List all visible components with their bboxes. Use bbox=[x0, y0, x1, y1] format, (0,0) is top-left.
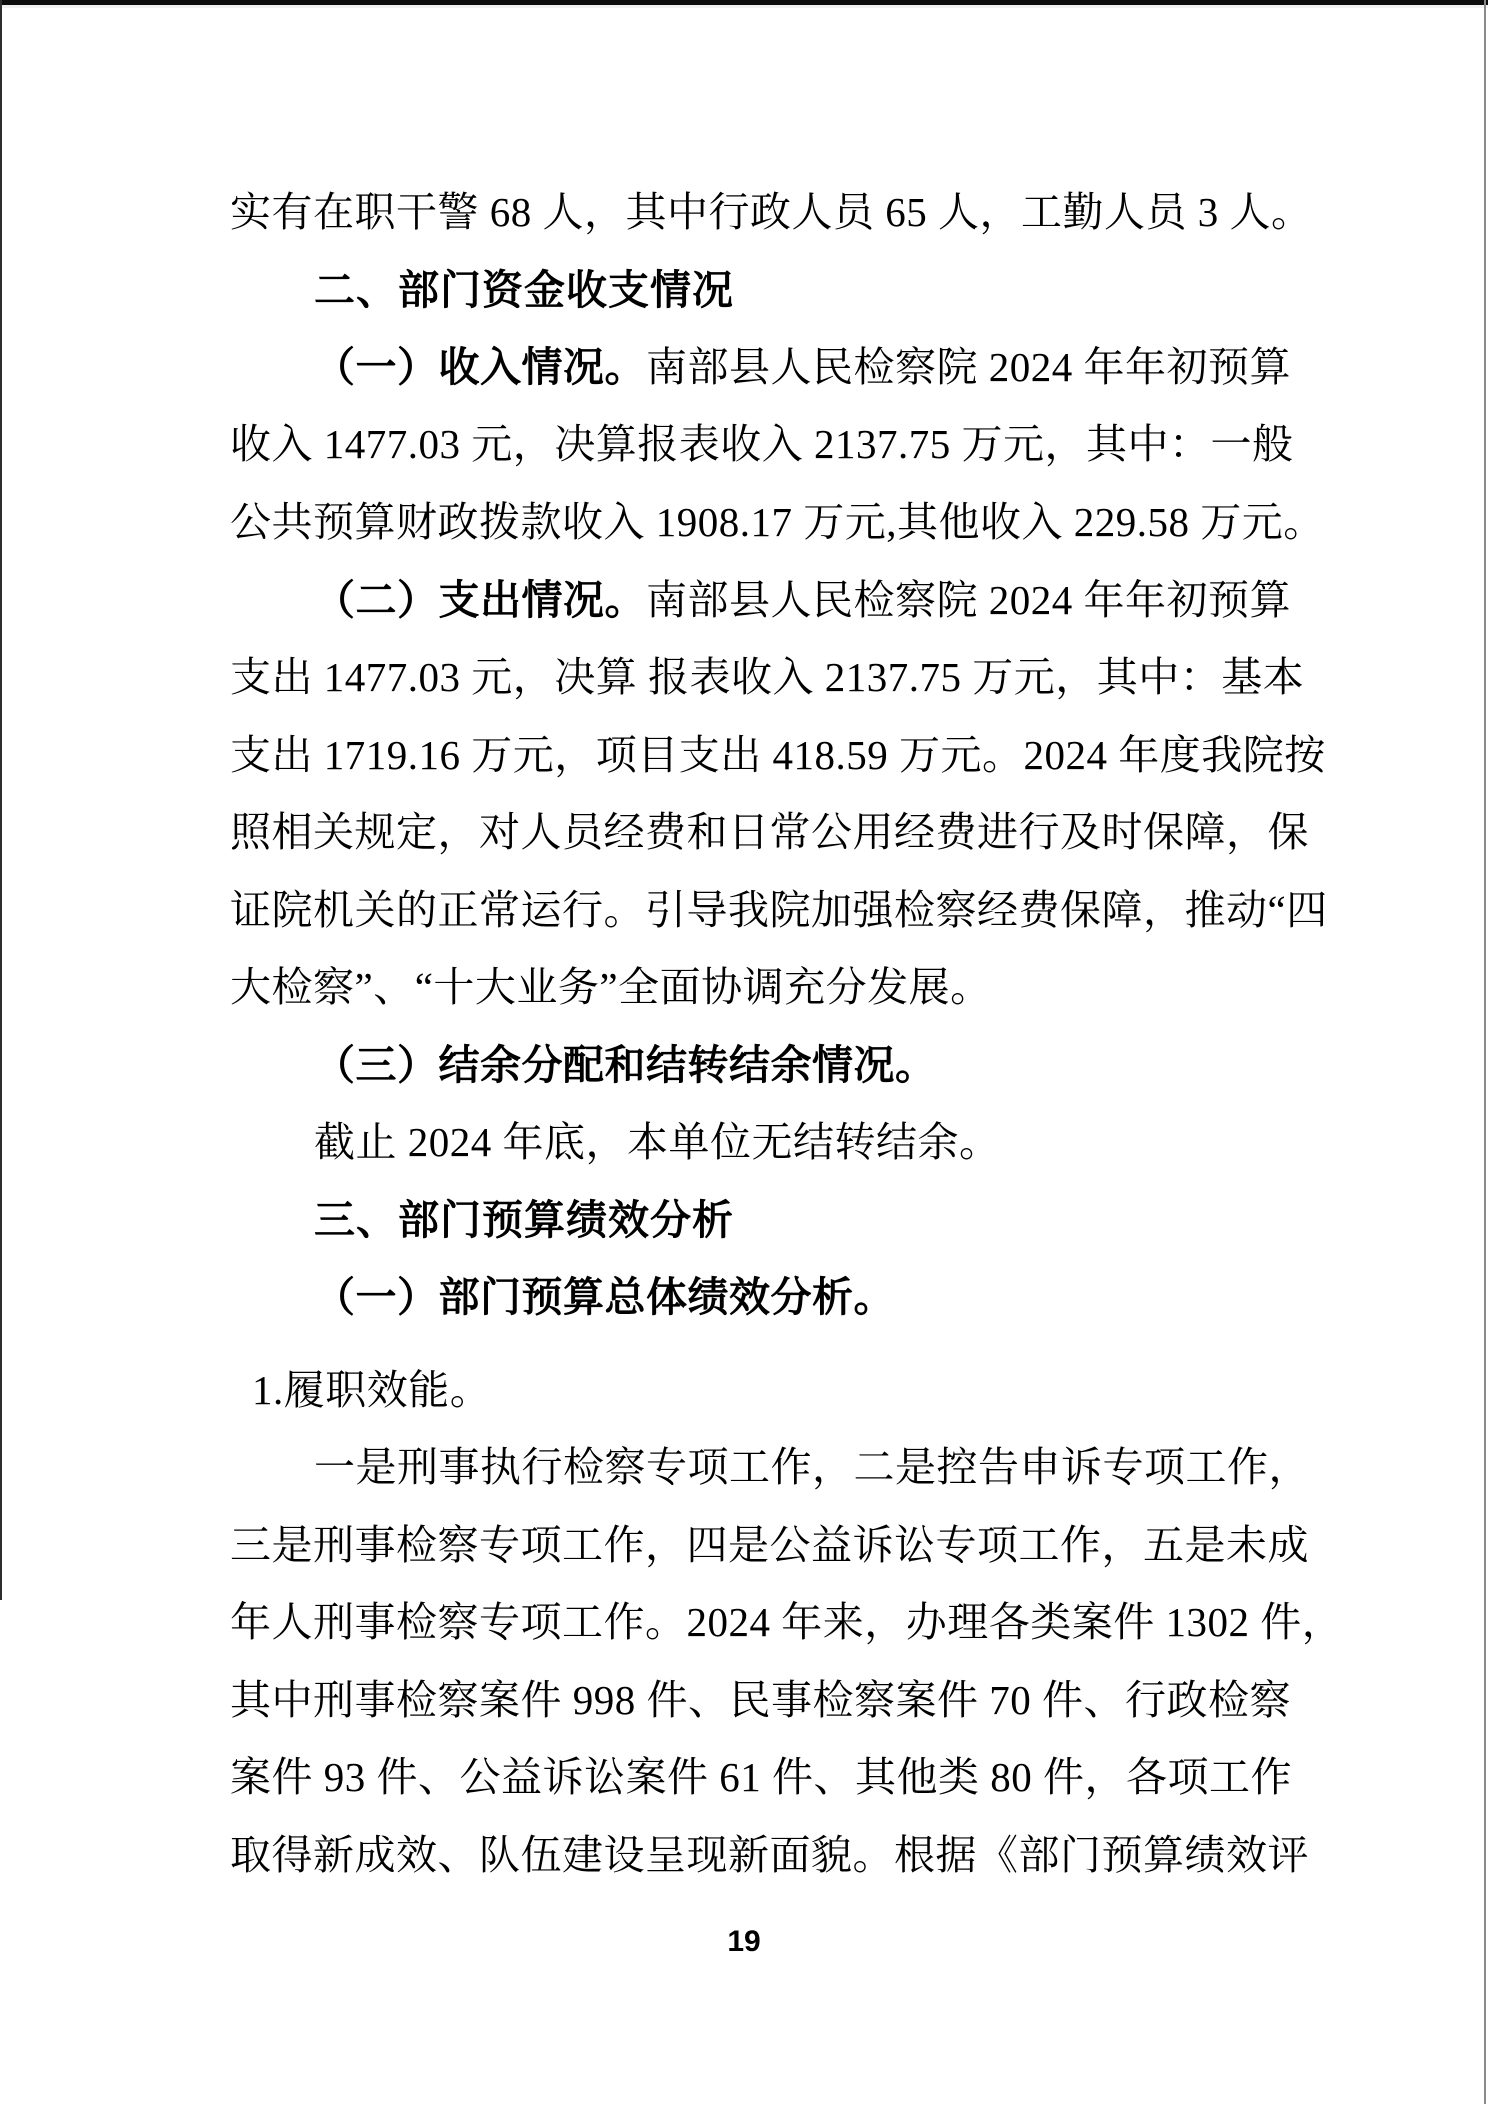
body-text: 实有在职干警 68 人，其中行政人员 65 人，工勤人员 3 人。 bbox=[230, 189, 1313, 235]
numbered-item-line bbox=[230, 1366, 1340, 1416]
page-top-edge-shadow bbox=[0, 5, 1488, 8]
body-text-line bbox=[230, 731, 1340, 781]
body-text: 案件 93 件、公益诉讼案件 61 件、其他类 80 件，各项工作 bbox=[230, 1754, 1292, 1800]
body-text: 证院机关的正常运行。引导我院加强检察经费保障，推动“四 bbox=[230, 887, 1328, 933]
body-text: 大检察”、“十大业务”全面协调充分发展。 bbox=[230, 964, 992, 1010]
body-text-line bbox=[230, 886, 1340, 936]
body-text-line bbox=[230, 1118, 1340, 1168]
body-text: 南部县人民检察院 2024 年年初预算 bbox=[646, 344, 1291, 390]
body-text: 其中刑事检察案件 998 件、民事检察案件 70 件、行政检察 bbox=[230, 1677, 1291, 1723]
subsection-heading-text: （二）支出情况。 bbox=[314, 577, 646, 623]
body-text-line bbox=[230, 188, 1340, 238]
heading-text: 二、部门资金收支情况 bbox=[314, 267, 734, 313]
body-text: 支出 1719.16 万元，项目支出 418.59 万元。2024 年度我院按 bbox=[230, 732, 1326, 778]
subsection-heading-line bbox=[230, 1041, 1340, 1091]
heading-text: 三、部门预算绩效分析 bbox=[314, 1197, 734, 1243]
body-text: 1.履职效能。 bbox=[252, 1367, 492, 1413]
body-text: 支出 1477.03 元，决算 报表收入 2137.75 万元，其中：基本 bbox=[230, 654, 1305, 700]
body-text-line bbox=[230, 1521, 1340, 1571]
subsection-heading-line bbox=[230, 576, 1340, 626]
body-text: 年人刑事检察专项工作。2024 年来，办理各类案件 1302 件， bbox=[230, 1599, 1344, 1645]
body-text-line bbox=[230, 498, 1340, 548]
body-text: 南部县人民检察院 2024 年年初预算 bbox=[646, 577, 1291, 623]
body-text: 公共预算财政拨款收入 1908.17 万元,其他收入 229.58 万元。 bbox=[230, 499, 1325, 545]
body-text: 三是刑事检察专项工作，四是公益诉讼专项工作，五是未成 bbox=[230, 1522, 1309, 1568]
page-right-edge bbox=[1484, 0, 1486, 2104]
body-text: 截止 2024 年底，本单位无结转结余。 bbox=[314, 1119, 1001, 1165]
body-text: 照相关规定，对人员经费和日常公用经费进行及时保障，保 bbox=[230, 809, 1309, 855]
subsection-heading-text: （一）部门预算总体绩效分析。 bbox=[314, 1274, 895, 1320]
subsection-heading-line bbox=[230, 343, 1340, 393]
body-text-line bbox=[230, 963, 1340, 1013]
section-heading bbox=[230, 266, 1340, 316]
subsection-heading-text: （三）结余分配和结转结余情况。 bbox=[314, 1042, 937, 1088]
subsection-heading-text: （一）收入情况。 bbox=[314, 344, 646, 390]
section-heading bbox=[230, 1196, 1340, 1246]
body-text-line bbox=[230, 1831, 1340, 1881]
body-text-line bbox=[230, 1753, 1340, 1803]
body-text-line bbox=[230, 808, 1340, 858]
body-text: 取得新成效、队伍建设呈现新面貌。根据《部门预算绩效评 bbox=[230, 1832, 1309, 1878]
body-text: 收入 1477.03 元，决算报表收入 2137.75 万元，其中：一般 bbox=[230, 421, 1294, 467]
body-text-line bbox=[230, 1443, 1340, 1493]
body-text-line bbox=[230, 1676, 1340, 1726]
body-text-line bbox=[230, 1598, 1344, 1648]
page-left-edge bbox=[0, 0, 2, 1600]
body-text-line bbox=[230, 420, 1340, 470]
subsection-heading-line bbox=[230, 1273, 1340, 1323]
body-text-line bbox=[230, 653, 1340, 703]
body-text: 一是刑事执行检察专项工作，二是控告申诉专项工作， bbox=[314, 1444, 1310, 1490]
page-number: 19 bbox=[727, 1925, 761, 1958]
